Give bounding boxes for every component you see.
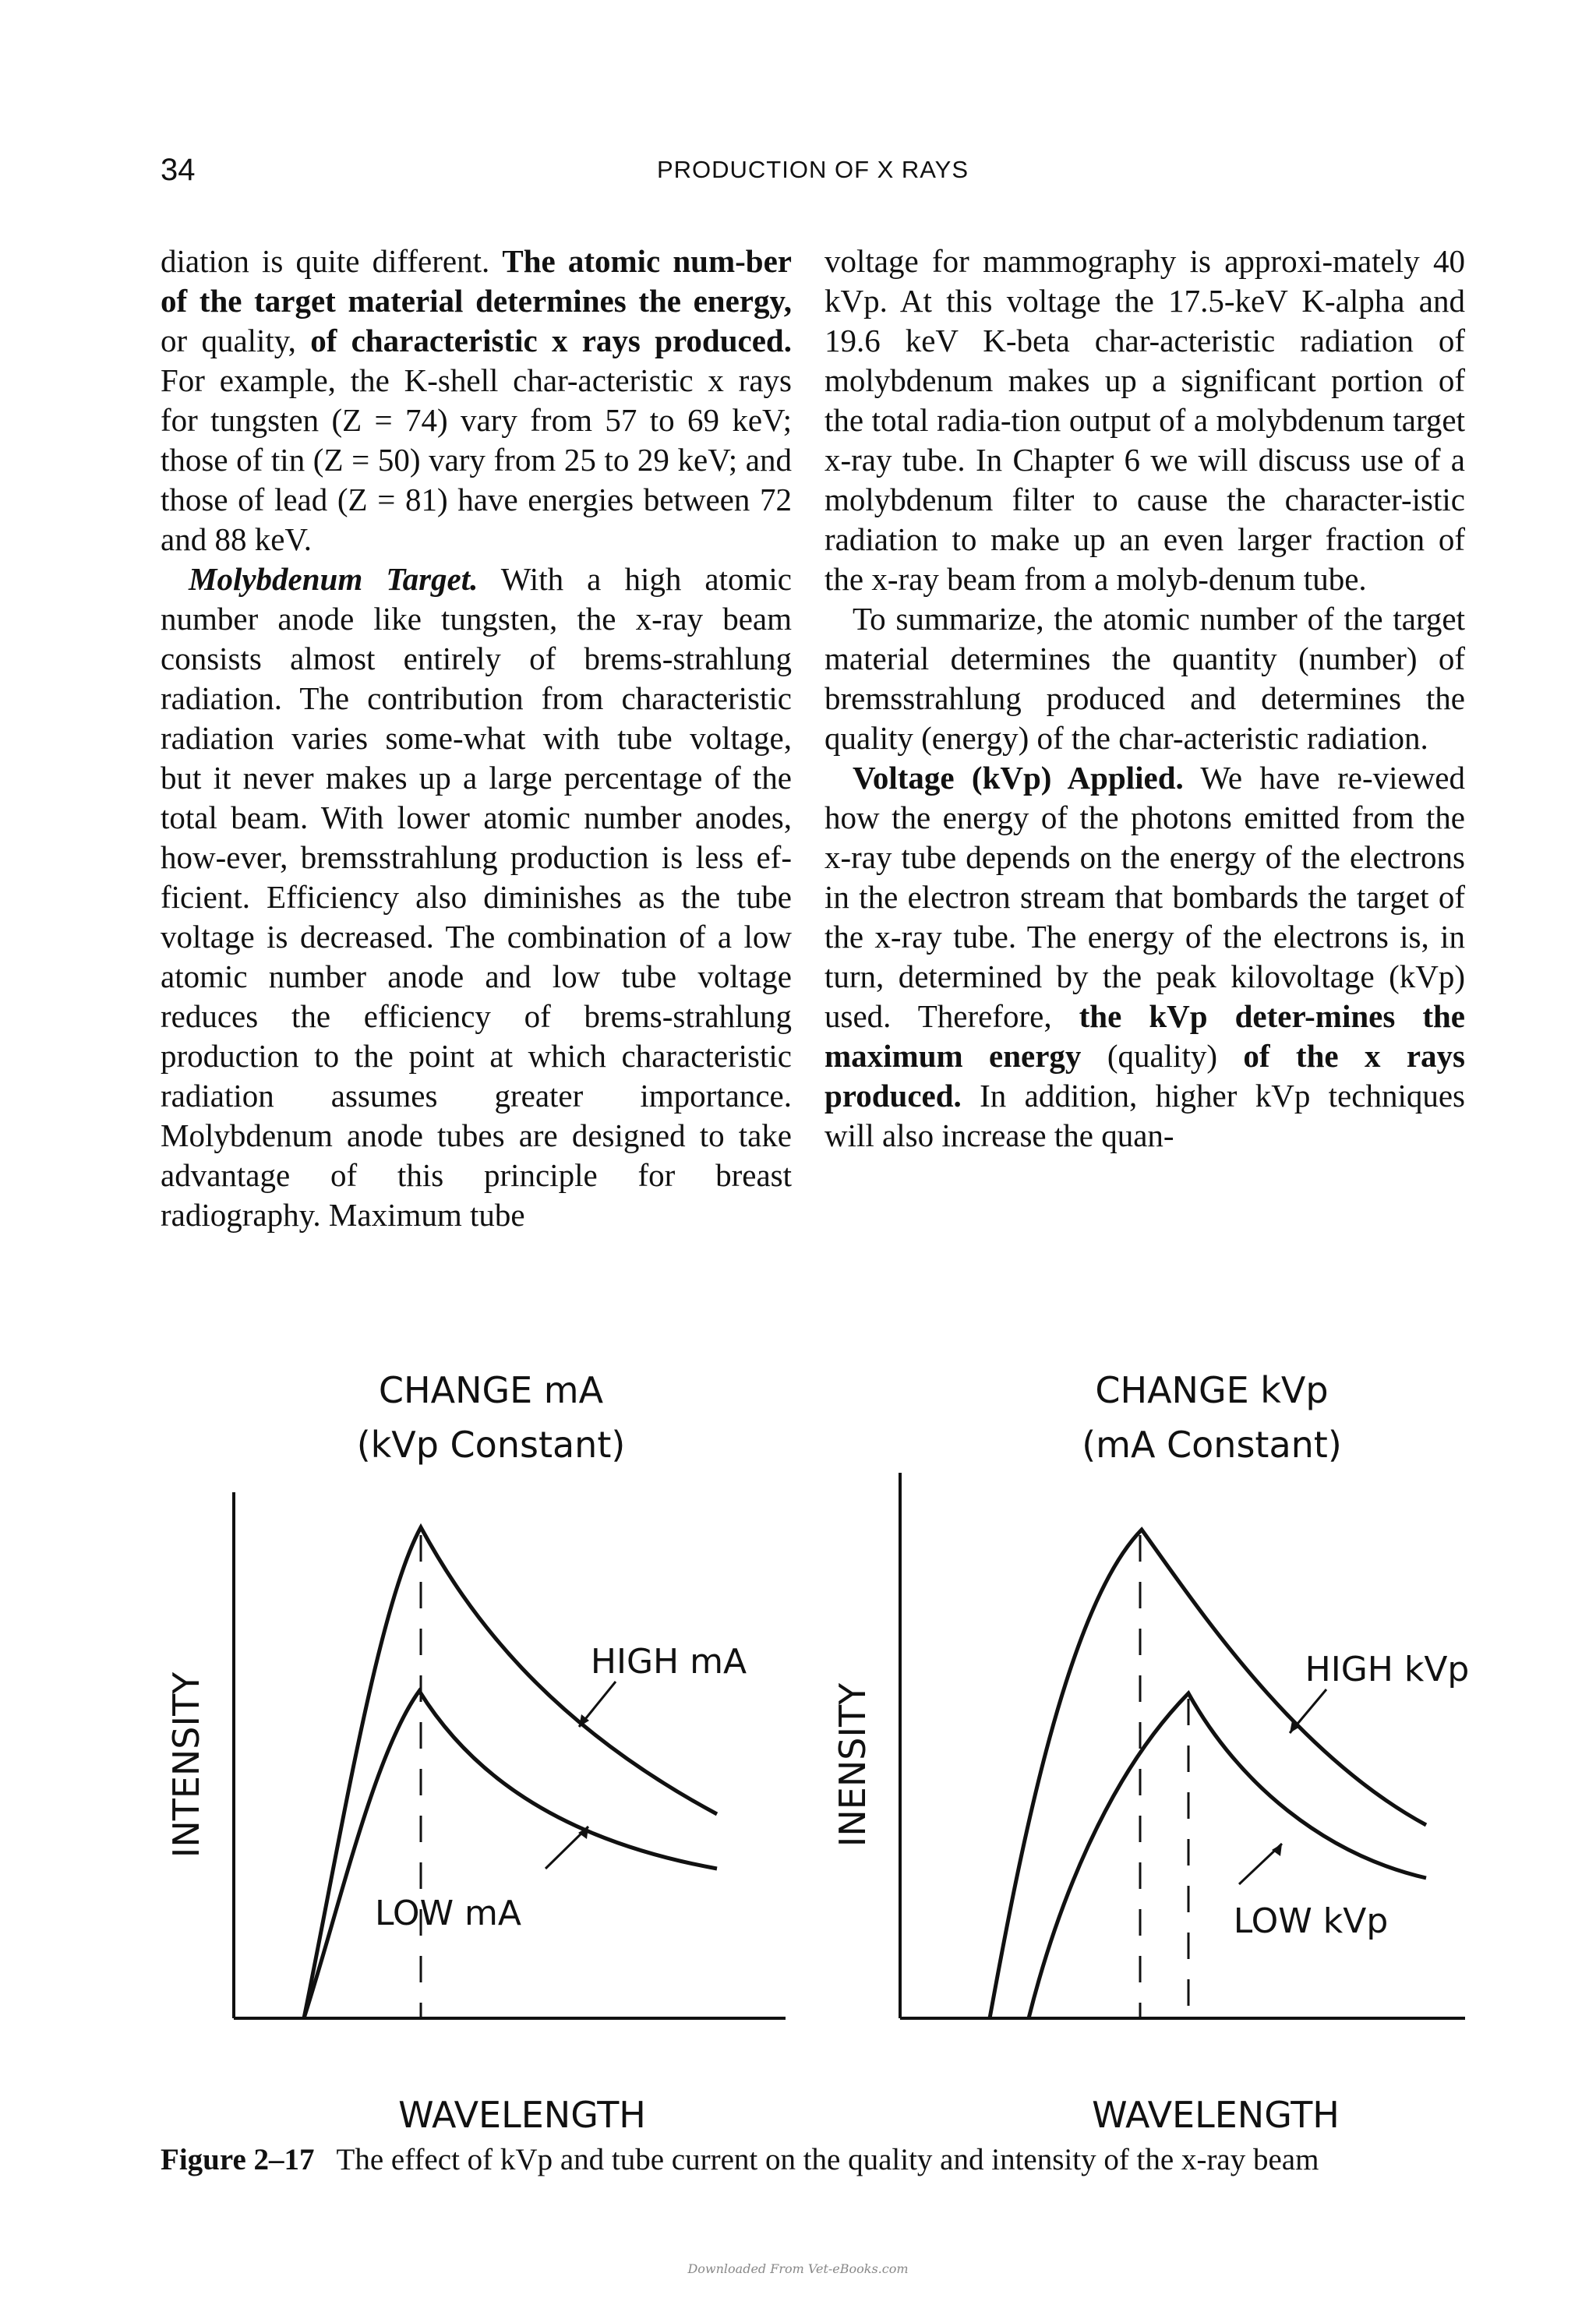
right-low-arrowhead: [1272, 1844, 1282, 1856]
section-heading: Molybdenum Target.: [189, 561, 478, 597]
figure-2-17: [148, 1348, 1488, 2166]
bold-statement: of the x rays produced.: [824, 1038, 1465, 1114]
right-high-curve: [990, 1530, 1426, 2018]
left-panel: [165, 1369, 786, 2136]
left-title-line2: (kVp Constant): [356, 1424, 626, 1466]
right-x-label: WAVELENGTH: [1092, 2094, 1340, 2136]
bold-statement: the kVp deter-mines the maximum energy: [824, 998, 1465, 1074]
right-low-curve: [1029, 1693, 1426, 2018]
left-low-curve: [304, 1691, 717, 2018]
running-head: PRODUCTION OF X RAYS: [656, 156, 969, 183]
right-title-line1: CHANGE kVp: [1095, 1369, 1329, 1411]
page-header: [161, 153, 1465, 192]
text-run: diation is quite different.: [161, 243, 503, 279]
left-title-line1: CHANGE mA: [378, 1369, 604, 1411]
caption-text: The effect of kVp and tube current on the quality and intensity of the x-ray beam: [336, 2143, 1319, 2176]
text-run: For example, the K-shell char-acteristic x rays for tungsten (Z = 74) vary from 57 to 69 keV; those of tin (Z = 50) vary from 25 to 29 keV; and those of lead (Z = 81) have energies between 72 and 88 keV.: [161, 362, 792, 557]
paragraph-atomic-number: [161, 242, 792, 559]
left-high-curve: [304, 1527, 717, 2018]
download-watermark: Downloaded From Vet-eBooks.com: [687, 2261, 909, 2276]
paragraph-molybdenum-target: [161, 559, 792, 1235]
figure-caption: [161, 2141, 1465, 2179]
left-high-label: HIGH mA: [590, 1642, 747, 1682]
text-run: or quality,: [161, 323, 311, 358]
right-high-label: HIGH kVp: [1305, 1650, 1470, 1689]
left-y-label: INTENSITY: [165, 1671, 207, 1858]
right-title-line2: (mA Constant): [1082, 1424, 1342, 1466]
text-run: (quality): [1081, 1038, 1244, 1074]
text-run: We have re-viewed how the energy of the photons emitted from the x-ray tube depends on the energy of the electrons in the electron stream that bombards the target of the x-ray tube. The energy of the electrons is, in turn, determined by the peak kilovoltage (kVp) used. Therefore,: [824, 760, 1466, 1034]
section-heading: Voltage (kVp) Applied.: [853, 760, 1184, 796]
bold-statement: The atomic num-ber of the target material determines the energy,: [161, 243, 792, 319]
figure-svg: [148, 1348, 1488, 2166]
left-column: [161, 242, 792, 1235]
left-low-label: LOW mA: [374, 1894, 522, 1933]
right-column: [824, 242, 1465, 1156]
paragraph-voltage-applied: [824, 758, 1465, 1156]
caption-label: Figure 2–17: [161, 2143, 315, 2176]
paragraph-mammography: voltage for mammography is approxi-mately 40 kVp. At this voltage the 17.5-keV K-alpha and 19.6 keV K-beta char-acteristic radiation of molybdenum makes up a significant portion of the total radia-tion output of a molybdenum target x-ray tube. In Chapter 6 we will discuss use of a molybdenum filter to cause the character-istic radiation to make up an even larger fraction of the x-ray beam from a molyb-denum tube.: [824, 243, 1465, 597]
right-panel: [832, 1369, 1469, 2136]
right-low-label: LOW kVp: [1233, 1901, 1389, 1941]
bold-statement: of characteristic x rays produced.: [310, 323, 792, 358]
text-run: With a high atomic number anode like tungsten, the x-ray beam consists almost entirely of brems-strahlung radiation. The contribution from characteristic radiation varies some-what with tube voltage, but it never makes up a large percentage of the total beam. With lower atomic number anodes, how-ever, bremsstrahlung production is less ef-ficient. Efficiency also diminishes as the tube voltage is decreased. The combination of a low atomic number anode and low tube voltage reduces the efficiency of brems-strahlung production to the point at which characteristic radiation assumes greater importance. Molybdenum anode tubes are designed to take advantage of this principle for breast radiography. Maximum tube: [161, 561, 792, 1233]
text-run: In addition, higher kVp techniques will also increase the quan-: [824, 1078, 1465, 1153]
paragraph-summary: To summarize, the atomic number of the target material determines the quantity (number) of bremsstrahlung produced and determines the quality (energy) of the char-acteristic radiation.: [824, 601, 1465, 756]
left-x-label: WAVELENGTH: [398, 2094, 646, 2136]
page-number: 34: [161, 153, 196, 187]
right-y-label: INENSITY: [832, 1682, 874, 1848]
